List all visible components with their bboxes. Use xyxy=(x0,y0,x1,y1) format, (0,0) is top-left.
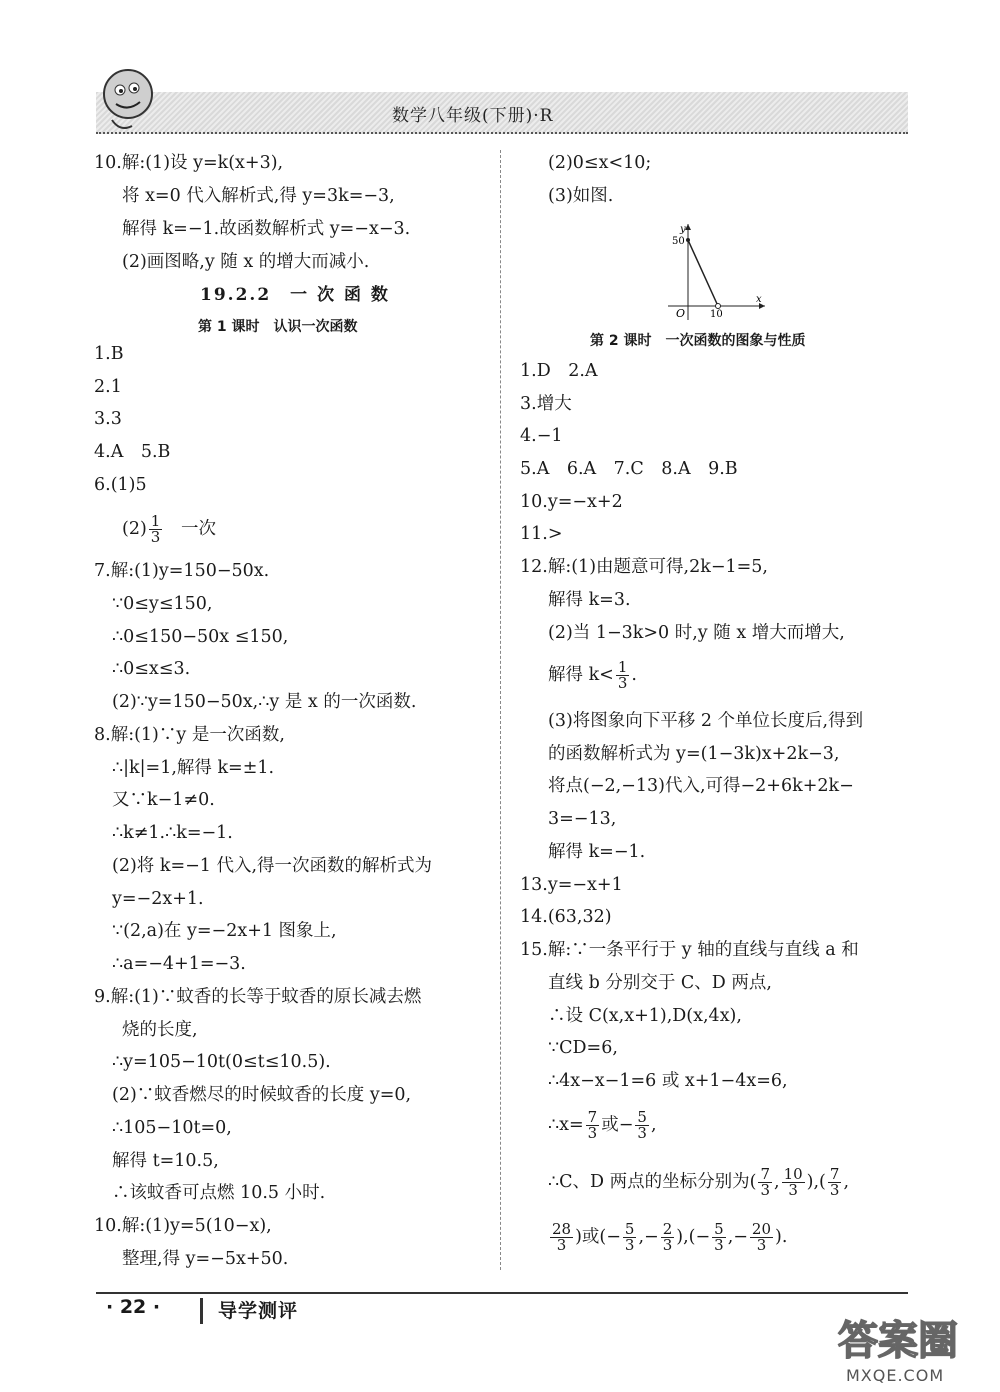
fraction-denominator: 3 xyxy=(150,528,161,546)
answer-line: (2)画图略,y 随 x 的增大而减小. xyxy=(122,252,370,272)
answer-line: 解得 k=−1. xyxy=(548,842,646,862)
fraction xyxy=(149,514,163,545)
answer-text: ∴x= xyxy=(548,1115,584,1135)
answer-text: ∴C、D 两点的坐标分别为( xyxy=(548,1172,757,1192)
answer-text: 一次 xyxy=(181,519,217,539)
answer-line: 13.y=−x+1 xyxy=(520,875,623,895)
answer-text: 或(− xyxy=(581,1227,621,1247)
answer-line: 11.> xyxy=(520,524,563,544)
answer-line: (2)将 k=−1 代入,得一次函数的解析式为 xyxy=(112,856,433,876)
answer-text: (2) xyxy=(122,519,147,539)
fraction xyxy=(782,1167,805,1198)
fraction-denominator: 3 xyxy=(637,1124,647,1142)
answer-line: ∴设 C(x,x+1),D(x,4x), xyxy=(548,1006,742,1026)
answer-line: ∴C、D 两点的坐标分别为( $\frac{7}{3}$ , $\frac{10}{3}$ ),( $\frac{7}{3}$ , xyxy=(548,1165,850,1199)
fraction xyxy=(550,1222,573,1253)
fraction-numerator: 1 xyxy=(617,658,628,676)
answer-line: ∴|k|=1,解得 k=±1. xyxy=(112,758,275,778)
answer-line: (2)∵蚊香燃尽的时候蚊香的长度 y=0, xyxy=(112,1085,412,1105)
answer-line: 12.解:(1)由题意可得,2k−1=5, xyxy=(520,557,768,577)
answer-text: ),(− xyxy=(676,1227,711,1247)
graph-line xyxy=(688,240,718,306)
fraction xyxy=(828,1167,842,1198)
answer-line: 9.解:(1)∵蚊香的长等于蚊香的原长减去燃 xyxy=(94,987,422,1007)
fraction-numerator: 5 xyxy=(714,1220,724,1238)
answer-line: 1.D 2.A xyxy=(520,361,598,381)
fraction-denominator: 3 xyxy=(760,1181,770,1199)
origin-label: O xyxy=(676,307,686,320)
lesson-title: 第 2 课时 一次函数的图象与性质 xyxy=(590,333,806,349)
fraction-numerator: 2 xyxy=(662,1220,673,1238)
fraction-numerator: 5 xyxy=(637,1108,647,1126)
y-tick-label: 50 xyxy=(672,236,685,247)
answer-line: 6.(1)5 xyxy=(94,475,147,495)
answer-line: 烧的长度, xyxy=(122,1020,198,1040)
answer-line: 4.A 5.B xyxy=(94,442,171,462)
answer-text: 或− xyxy=(601,1115,634,1135)
fraction xyxy=(623,1222,637,1253)
answer-line: 3.3 xyxy=(94,409,122,429)
answer-line: 14.(63,32) xyxy=(520,907,612,927)
answer-line: ∴该蚊香可点燃 10.5 小时. xyxy=(112,1183,326,1203)
answer-line: 3.增大 xyxy=(520,394,572,414)
answer-line: ∴a=−4+1=−3. xyxy=(112,954,246,974)
answer-line: 1.B xyxy=(94,344,124,364)
fraction-numerator: 28 xyxy=(552,1220,572,1238)
answer-text: ). xyxy=(775,1227,788,1247)
answer-line: ∵CD=6, xyxy=(548,1038,618,1058)
fraction xyxy=(616,660,630,691)
answer-line: 4.−1 xyxy=(520,426,563,446)
footer-rule xyxy=(96,1292,908,1294)
answer-line: 10.解:(1)y=5(10−x), xyxy=(94,1216,272,1236)
fraction-denominator: 3 xyxy=(624,1236,635,1254)
fraction xyxy=(586,1110,600,1141)
page-number: · 22 · xyxy=(106,1296,161,1318)
answer-line: 7.解:(1)y=150−50x. xyxy=(94,561,270,581)
answer-line: 10.解:(1)设 y=k(x+3), xyxy=(94,153,284,173)
fraction-denominator: 3 xyxy=(756,1236,767,1254)
fraction xyxy=(712,1222,726,1253)
mascot-logo-icon xyxy=(92,60,172,140)
answer-line: 3=−13, xyxy=(548,809,617,829)
fraction-numerator: 5 xyxy=(624,1220,635,1238)
fraction-numerator: 10 xyxy=(783,1165,803,1183)
answer-line: ∴x= $\frac{7}{3}$ 或− $\frac{5}{3}$ , xyxy=(548,1108,657,1142)
answer-line: (2)当 1−3k>0 时,y 随 x 增大而增大, xyxy=(548,623,845,643)
fraction-denominator: 3 xyxy=(556,1236,567,1254)
answer-line: ∴k≠1.∴k=−1. xyxy=(112,823,233,843)
point-y-intercept xyxy=(686,238,690,242)
fraction xyxy=(758,1167,772,1198)
fraction-denominator: 3 xyxy=(617,674,628,692)
watermark-text: MXQE.COM xyxy=(846,1366,945,1385)
fraction-denominator: 3 xyxy=(587,1124,598,1142)
answer-line: 解得 k< $\frac{1}{3}$ . xyxy=(548,658,637,692)
answer-line: 将 x=0 代入解析式,得 y=3k=−3, xyxy=(122,186,395,206)
answer-line: 2.1 xyxy=(94,377,122,397)
answer-line: 解得 k=3. xyxy=(548,590,631,610)
answer-line: 将点(−2,−13)代入,可得−2+6k+2k− xyxy=(548,776,854,796)
fraction-numerator: 20 xyxy=(751,1220,772,1238)
answer-text: 解得 k< xyxy=(548,665,614,685)
column-divider xyxy=(500,150,501,1270)
answer-line: (2)∵y=150−50x,∴y 是 x 的一次函数. xyxy=(112,692,417,712)
answer-line: 直线 b 分别交于 C、D 两点, xyxy=(548,973,772,993)
answer-line: 5.A 6.A 7.C 8.A 9.B xyxy=(520,459,738,479)
fraction xyxy=(661,1222,675,1253)
fraction-denominator: 3 xyxy=(714,1236,724,1254)
answer-line: $\frac{28}{3}$ )或(− $\frac{5}{3}$ ,− $\frac{2}{3}$ ),(− $\frac{5}{3}$ ,− $\frac{20}{3}$ ). xyxy=(552,1220,788,1254)
answer-line: ∴0≤150−50x ≤150, xyxy=(112,627,289,647)
answer-line: ∴105−10t=0, xyxy=(112,1118,232,1138)
footer-brand: 导学测评 xyxy=(218,1300,299,1322)
answer-line: (3)如图. xyxy=(548,186,614,206)
answer-text: ),( xyxy=(806,1172,826,1192)
answer-line: 的函数解析式为 y=(1−3k)x+2k−3, xyxy=(548,744,840,764)
header-title: 数学八年级(下册)·R xyxy=(392,106,554,126)
answer-line: ∵0≤y≤150, xyxy=(112,594,213,614)
fraction-numerator: 1 xyxy=(150,512,161,530)
answer-line: (2)0≤x<10; xyxy=(548,153,652,173)
fraction xyxy=(750,1222,773,1253)
answer-line: 又∵k−1≠0. xyxy=(112,790,215,810)
answer-line: 15.解:∵一条平行于 y 轴的直线与直线 a 和 xyxy=(520,940,859,960)
answer-line: 整理,得 y=−5x+50. xyxy=(122,1249,289,1269)
x-axis-label: x xyxy=(756,294,762,305)
answer-line: 10.y=−x+2 xyxy=(520,492,623,512)
answer-line: ∴0≤x≤3. xyxy=(112,659,191,679)
answer-line: 8.解:(1)∵y 是一次函数, xyxy=(94,725,285,745)
fraction-denominator: 3 xyxy=(829,1181,840,1199)
answer-line: 解得 k=−1.故函数解析式 y=−x−3. xyxy=(122,219,411,239)
point-x-intercept xyxy=(716,304,721,309)
y-axis-label: y xyxy=(680,224,686,235)
answer-line: y=−2x+1. xyxy=(112,889,204,909)
fraction-numerator: 7 xyxy=(760,1165,770,1183)
fraction-denominator: 3 xyxy=(662,1236,673,1254)
answer-line: ∵(2,a)在 y=−2x+1 图象上, xyxy=(112,921,337,941)
fraction-numerator: 7 xyxy=(829,1165,840,1183)
lesson-title: 第 1 课时 认识一次函数 xyxy=(198,319,358,335)
fraction-denominator: 3 xyxy=(788,1181,798,1199)
fraction-numerator: 7 xyxy=(587,1108,598,1126)
answer-line: (3)将图象向下平移 2 个单位长度后,得到 xyxy=(548,711,864,731)
section-title: 19.2.2 一 次 函 数 xyxy=(200,285,390,305)
fraction xyxy=(635,1110,649,1141)
answer-line: ∴y=105−10t(0≤t≤10.5). xyxy=(112,1052,331,1072)
answer-line xyxy=(122,514,216,545)
footer-separator xyxy=(200,1298,203,1324)
answer-line: 解得 t=10.5, xyxy=(112,1151,219,1171)
function-graph xyxy=(660,220,770,325)
x-tick-label: 10 xyxy=(710,309,723,320)
answer-line: ∴4x−x−1=6 或 x+1−4x=6, xyxy=(548,1071,788,1091)
watermark-chars: 答案圈 xyxy=(838,1318,958,1364)
